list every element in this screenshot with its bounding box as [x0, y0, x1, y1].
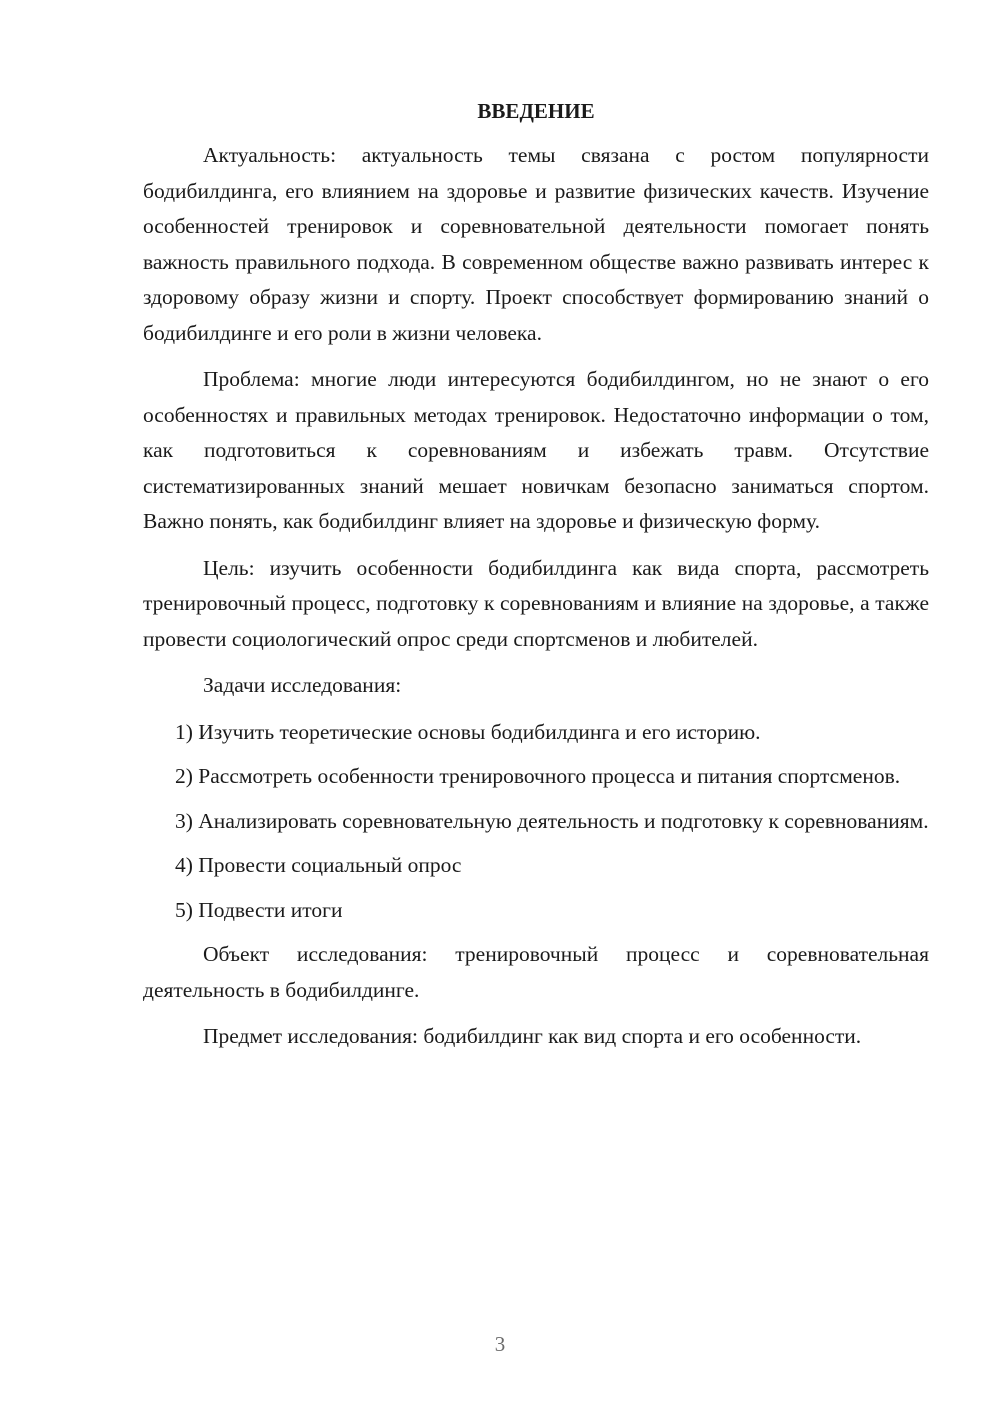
task-item: 3) Анализировать соревновательную деятельность и подготовку к соревнованиям. [175, 808, 929, 833]
task-item: 2) Рассмотреть особенности тренировочного процесса и питания спортсменов. [175, 764, 901, 788]
task-item: 5) Подвести итоги [175, 897, 343, 922]
paragraph-object: Объект исследования: тренировочный процесс и соревновательная деятельность в бодибилдинге. [143, 942, 929, 1002]
paragraph-problem: Проблема: многие люди интересуются бодибилдингом, но не знают о его особенностях и правильных методах тренировок. Недостаточно информации о том, как подготовиться к соревнованиям и избежать травм. Отсутствие систематизированных знаний мешает новичкам безопасно заниматься спортом. Важно понять, как бодибилдинг влияет на здоровье и физическую форму. [143, 367, 929, 533]
page-number: 3 [494, 1332, 506, 1356]
task-item: 1) Изучить теоретические основы бодибилдинга и его историю. [175, 719, 761, 744]
task-item: 4) Провести социальный опрос [175, 853, 462, 877]
tasks-heading: Задачи исследования: [203, 673, 402, 697]
page-title: ВВЕДЕНИЕ [477, 99, 595, 123]
paragraph-relevance: Актуальность: актуальность темы связана с ростом популярности бодибилдинга, его влиянием на здоровье и развитие физических качеств. Изучение особенностей тренировок и соревновательной деятельности помогает понять важность правильного подхода. В современном обществе важно развивать интерес к здоровому образу жизни и спорту. Проект способствует формированию знаний о бодибилдинге и его роли в жизни человека. [143, 143, 929, 345]
document-page [143, 96, 929, 1066]
paragraph-subject: Предмет исследования: бодибилдинг как вид спорта и его особенности. [203, 1024, 862, 1048]
paragraph-goal: Цель: изучить особенности бодибилдинга как вида спорта, рассмотреть тренировочный процесс, подготовку к соревнованиям и влияние на здоровье, а также провести социологический опрос среди спортсменов и любителей. [143, 555, 929, 651]
